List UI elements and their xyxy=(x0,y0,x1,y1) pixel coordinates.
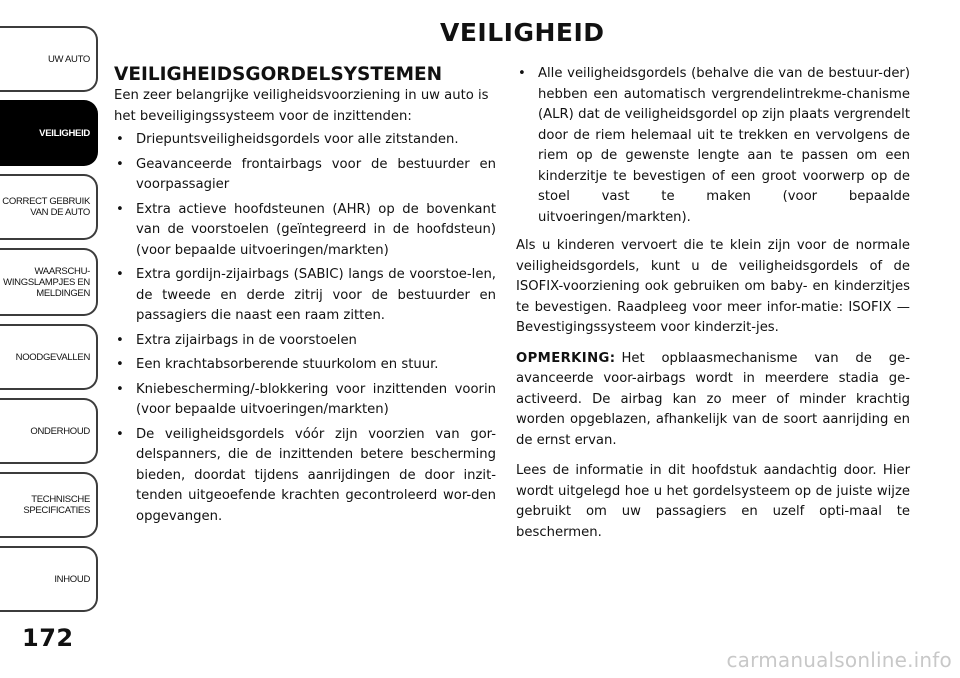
list-item: • Driepuntsveiligheidsgordels voor alle zitstanden. xyxy=(114,130,496,151)
tab-label: NOODGEVALLEN xyxy=(15,351,90,363)
list-item: • Extra actieve hoofdsteunen (AHR) op de bovenkant van de voorstoelen (geïntegreerd in de hoofdsteun) (voor bepaalde uitvoeringen/markten) xyxy=(114,200,496,262)
child-seat-paragraph: Als u kinderen vervoert die te klein zijn voor de normale veiligheidsgordels, kunt u de veiligheidsgordels of de ISOFIX-voorziening ook gebruiken om baby- en kinderzitjes te bevestigen. Raadpleeg voor meer infor-matie: ISOFIX — Bevestigingssysteem voor kinderzit-jes. xyxy=(516,238,910,335)
tab-waarschuwingslampjes[interactable] xyxy=(0,248,98,316)
list-item: • Kniebescherming/-blokkering voor inzittenden voorin (voor bepaalde uitvoeringen/markten) xyxy=(114,380,496,421)
intro-paragraph: Een zeer belangrijke veiligheidsvoorziening in uw auto is het beveiligingssysteem voor de inzittenden: xyxy=(114,88,489,124)
tab-label: WAARSCHU-WINGSLAMPJES EN MELDINGEN xyxy=(3,265,90,299)
section-heading: VEILIGHEIDSGORDELSYSTEMEN xyxy=(114,64,443,85)
tab-label: UW AUTO xyxy=(47,53,90,65)
tab-uw-auto[interactable] xyxy=(0,26,98,92)
tab-label: TECHNISCHE SPECIFICATIES xyxy=(23,494,90,516)
tab-inhoud[interactable] xyxy=(0,546,98,612)
page-title: VEILIGHEID xyxy=(440,18,605,47)
feature-list xyxy=(114,130,496,527)
watermark: carmanualsonline.info xyxy=(726,648,952,672)
left-column xyxy=(114,64,496,531)
list-item: • Geavanceerde frontairbags voor de bestuurder en voorpassagier xyxy=(114,155,496,196)
list-item: • Alle veiligheidsgordels (behalve die van de bestuur-der) hebben een automatisch vergrendelintrekme-chanisme (ALR) dat de veiligheidsgordel op zijn plaats vergrendelt door de riem helemaal uit te trekken en vervolgens de riem op de gewenste lengte aan te passen om een kinderzitje te bevestigen of een groot voorwerp op de stoel vast te maken (voor bepaalde uitvoeringen/markten). xyxy=(516,64,910,228)
note-text: Het opblaasmechanisme van de ge-avanceerde voor-airbags wordt in meerdere stadia ge-activeerd. De airbag kan zo meer of minder krachtig worden opgeblazen, afhankelijk van de soort aanrijding en de ernst ervan. xyxy=(516,350,910,448)
alr-list xyxy=(516,64,910,228)
list-item: • Extra zijairbags in de voorstoelen xyxy=(114,331,496,352)
tab-technische-specificaties[interactable] xyxy=(0,472,98,538)
list-item: • De veiligheidsgordels vóór zijn voorzien van gor-delspanners, die de inzittenden betere bescherming bieden, doordat tijdens aanrijdingen de door inzit-tenden uitgeoefende krachten gecontroleerd wor-den opgevangen. xyxy=(114,425,496,528)
tab-label: ONDERHOUD xyxy=(30,425,90,437)
page-number: 172 xyxy=(22,624,74,652)
tab-label: INHOUD xyxy=(54,573,90,585)
note-label: OPMERKING: xyxy=(516,350,616,366)
right-column xyxy=(516,64,910,553)
list-item: • Een krachtabsorberende stuurkolom en stuur. xyxy=(114,355,496,376)
chapter-tabs xyxy=(0,26,98,620)
tab-label: VEILIGHEID xyxy=(39,127,90,139)
note-paragraph xyxy=(516,349,910,452)
tab-correct-gebruik[interactable] xyxy=(0,174,98,240)
list-item: • Extra gordijn-zijairbags (SABIC) langs de voorstoe-len, de tweede en derde zitrij voor de bestuurder en passagiers die naast een raam zitten. xyxy=(114,265,496,327)
tab-label: CORRECT GEBRUIK VAN DE AUTO xyxy=(2,196,90,218)
tab-onderhoud[interactable] xyxy=(0,398,98,464)
tab-noodgevallen[interactable] xyxy=(0,324,98,390)
closing-paragraph: Lees de informatie in dit hoofdstuk aandachtig door. Hier wordt uitgelegd hoe u het gordelsysteem op de juiste wijze gebruikt om uw passagiers en uzelf opti-maal te beschermen. xyxy=(516,463,910,540)
tab-veiligheid[interactable] xyxy=(0,100,98,166)
